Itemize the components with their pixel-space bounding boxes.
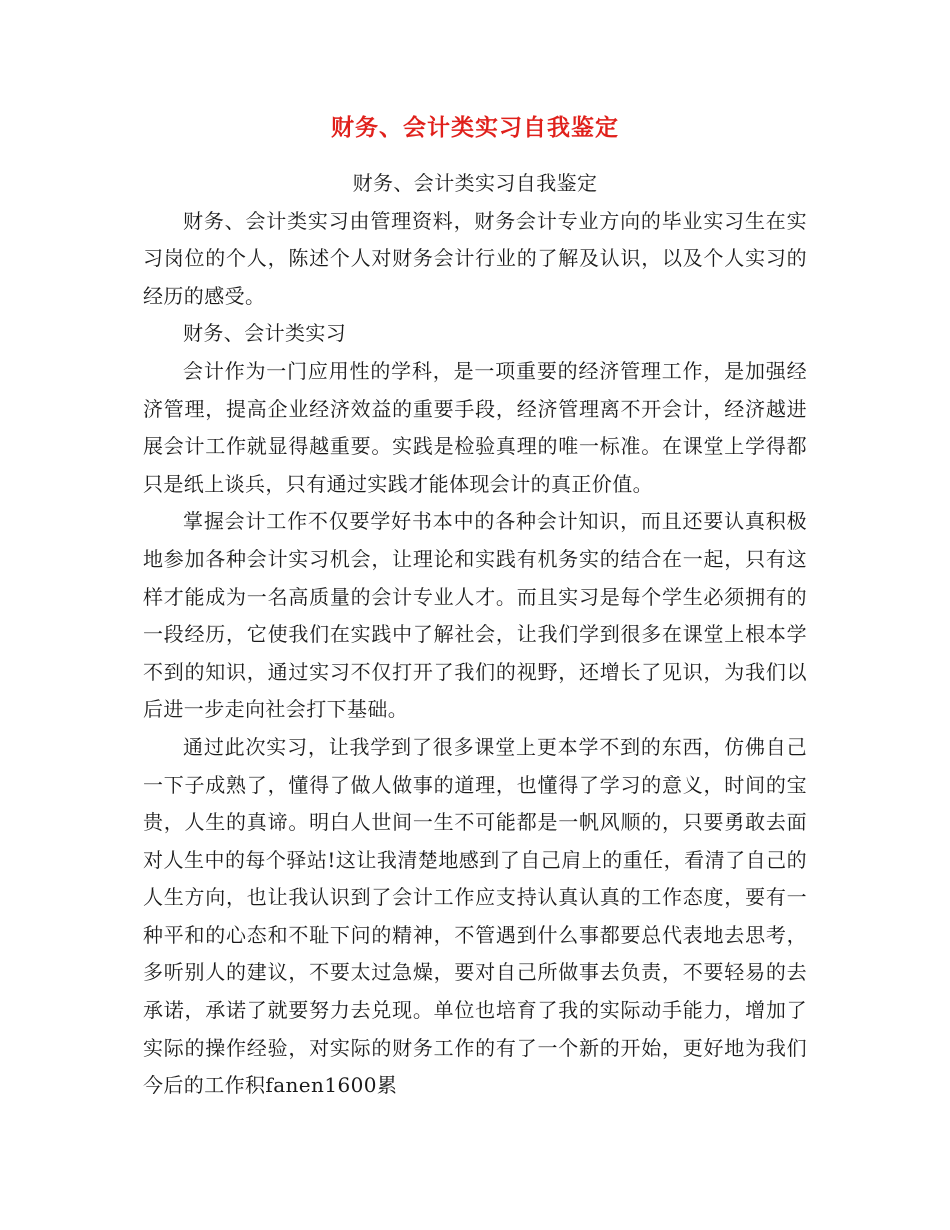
document-subtitle: 财务、会计类实习自我鉴定: [352, 171, 598, 195]
paragraph-experience: 通过此次实习，让我学到了很多课堂上更本学不到的东西，仿佛自己一下子成熟了，懂得了做人做事的道理，也懂得了学习的意义，时间的宝贵，人生的真谛。明白人世间一生不可能都是一帆风顺的，只要勇敢去面对人生中的每个驿站!这让我清楚地感到了自己肩上的重任，看清了自己的人生方向，也让我认识到了会计工作应支持认真认真的工作态度，要有一种平和的心态和不耻下问的精神，不管遇到什么事都要总代表地去思考，多听别人的建议，不要太过急燥，要对自己所做事去负责，不要轻易的去承诺，承诺了就要努力去兑现。单位也培育了我的实际动手能力，增加了实际的操作经验，对实际的财务工作的有了一个新的开始，更好地为我们今后的工作积fanen1600累: [143, 734, 807, 1098]
document-body: [143, 165, 807, 1105]
paragraph-accounting: 会计作为一门应用性的学科，是一项重要的经济管理工作，是加强经济管理，提高企业经济效益的重要手段，经济管理离不开会计，经济越进展会计工作就显得越重要。实践是检验真理的唯一标准。在课堂上学得都只是纸上谈兵，只有通过实践才能体现会计的真正价值。: [143, 358, 807, 496]
paragraph-mastery: 掌握会计工作不仅要学好书本中的各种会计知识，而且还要认真积极地参加各种会计实习机会，让理论和实践有机务实的结合在一起，只有这样才能成为一名高质量的会计专业人才。而且实习是每个学生必须拥有的一段经历，它使我们在实践中了解社会，让我们学到很多在课堂上根本学不到的知识，通过实习不仅打开了我们的视野，还增长了见识，为我们以后进一步走向社会打下基础。: [143, 509, 807, 722]
paragraph-intro: 财务、会计类实习由管理资料，财务会计专业方向的毕业实习生在实习岗位的个人，陈述个人对财务会计行业的了解及认识，以及个人实习的经历的感受。: [143, 208, 807, 308]
paragraph-heading: 财务、会计类实习: [183, 321, 347, 346]
document-title: 财务、会计类实习自我鉴定: [331, 114, 619, 141]
